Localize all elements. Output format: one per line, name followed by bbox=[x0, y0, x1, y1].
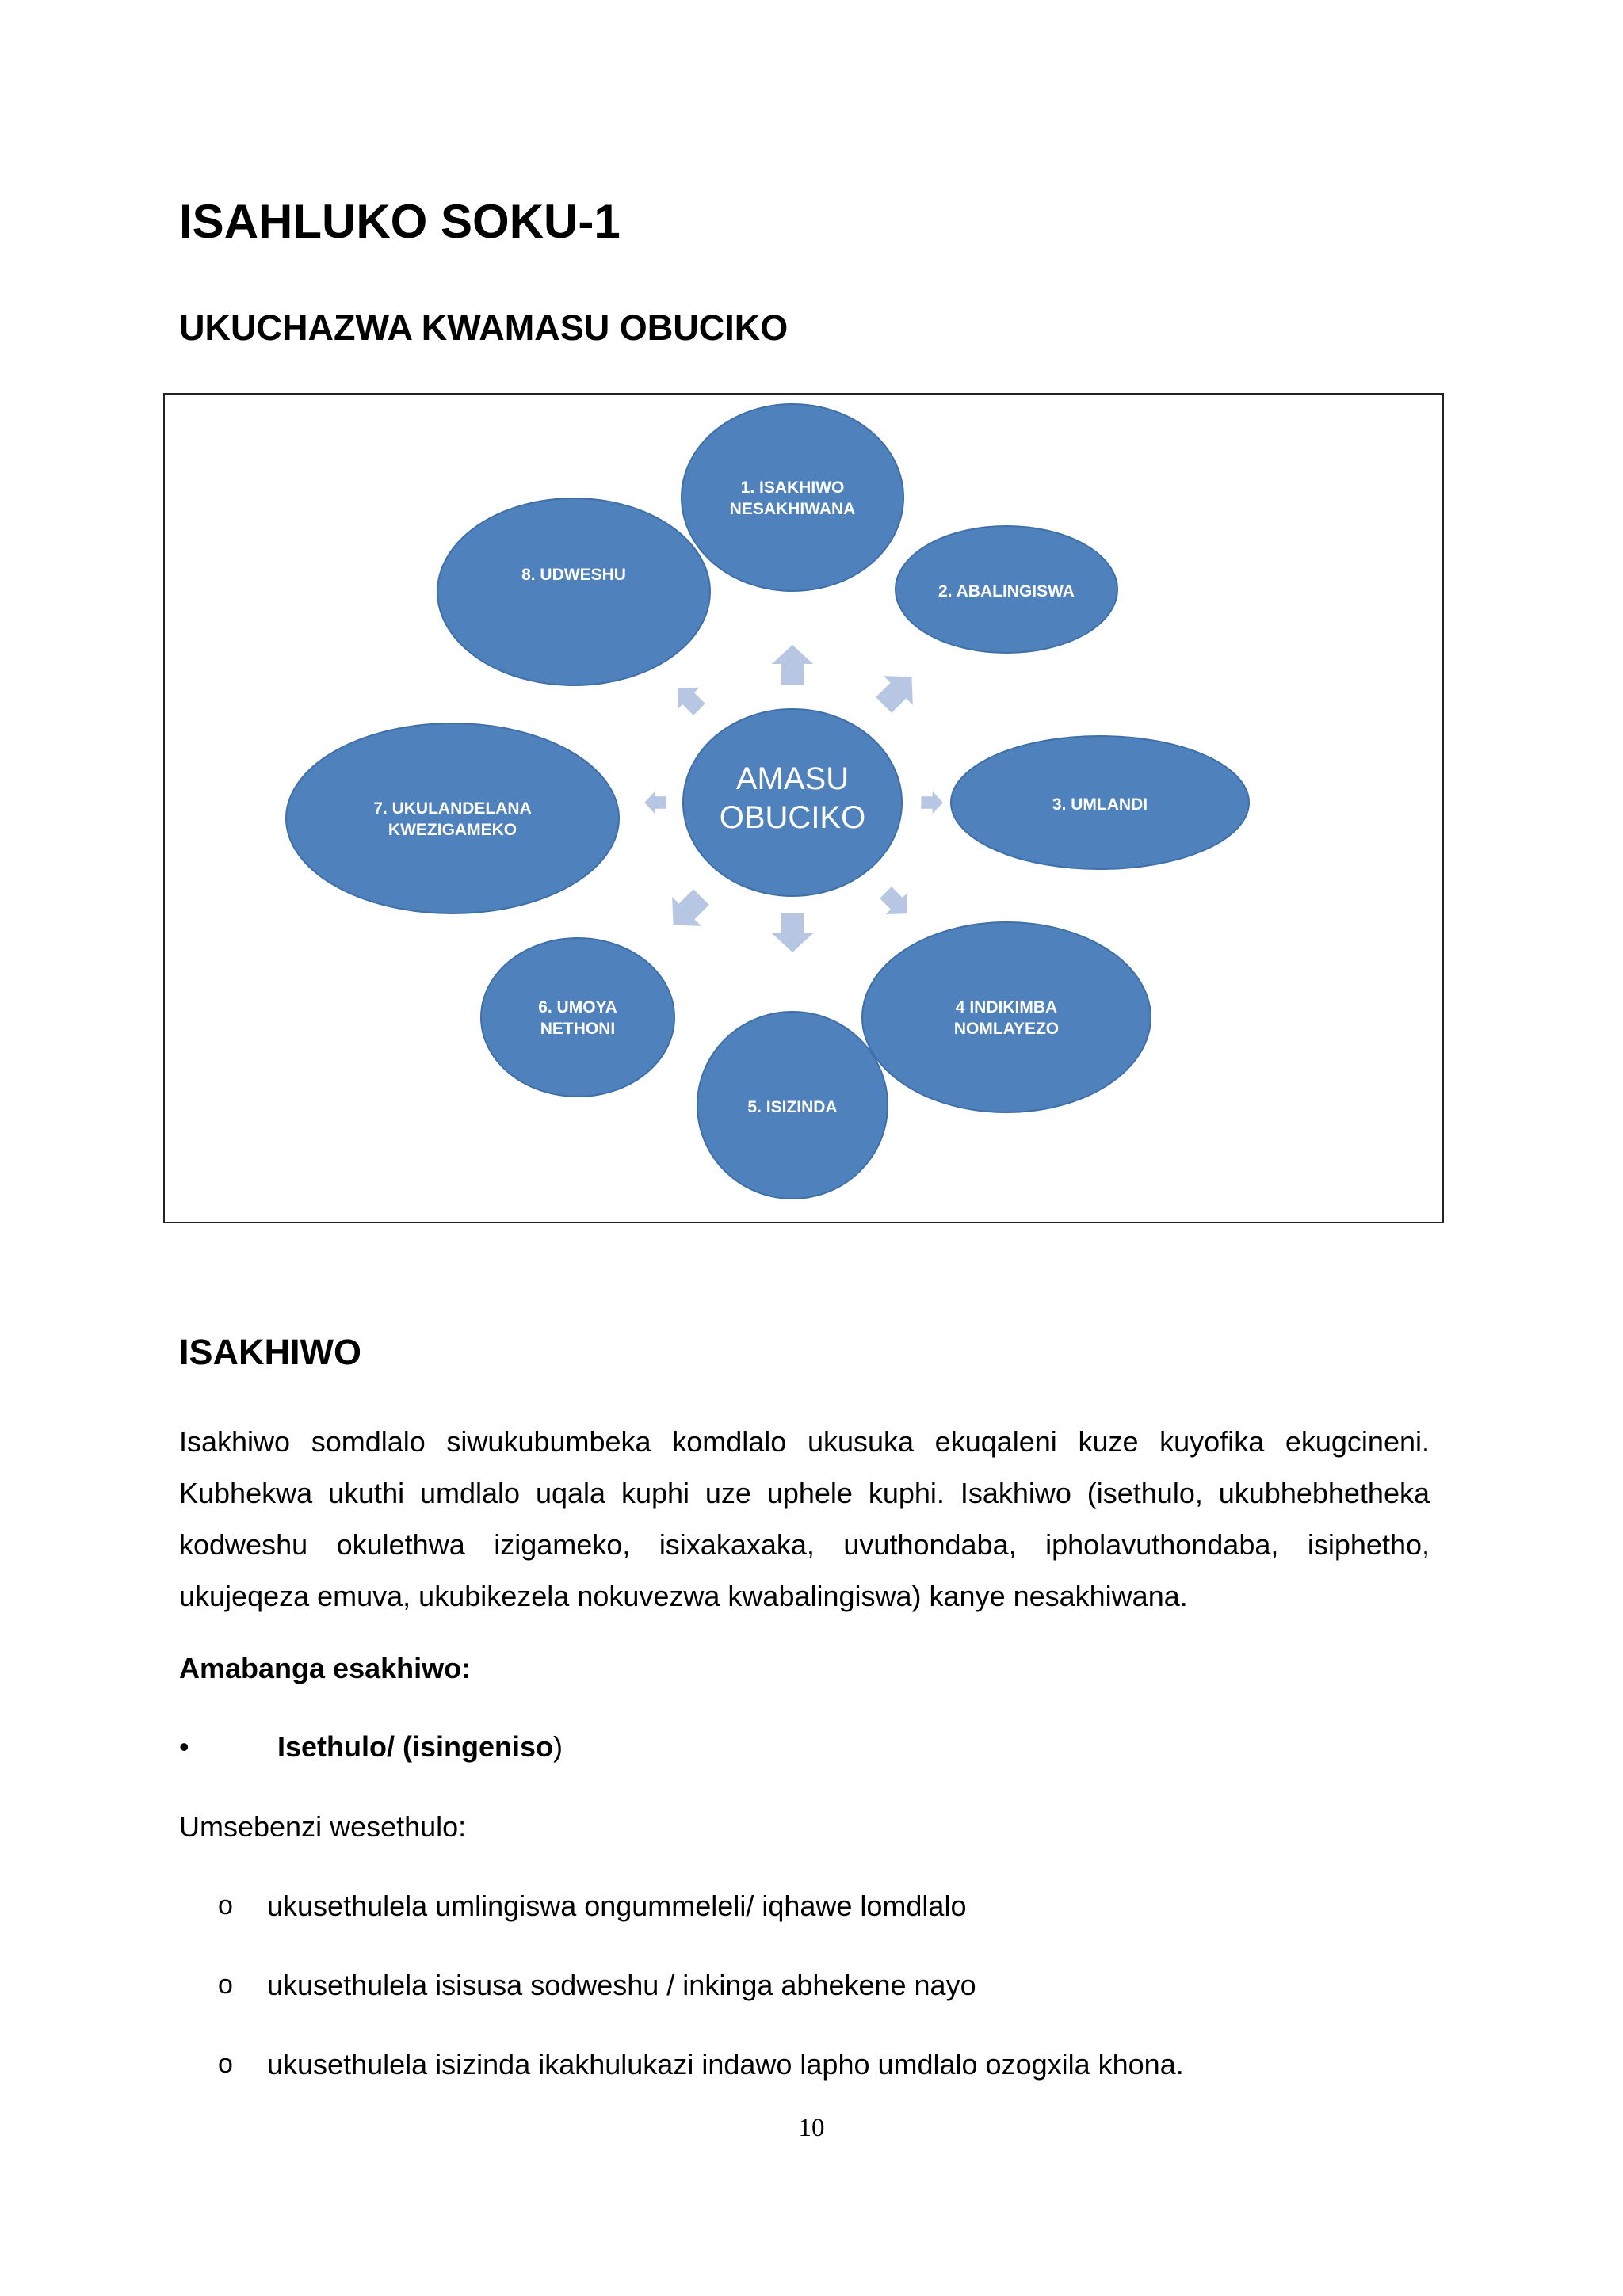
diagram-node-1 bbox=[682, 404, 903, 591]
center-line-2: OBUCIKO bbox=[719, 800, 866, 835]
section-title: UKUCHAZWA KWAMASU OBUCIKO bbox=[179, 307, 789, 348]
list-marker: o bbox=[218, 1970, 233, 2000]
chapter-title: ISAHLUKO SOKU-1 bbox=[179, 195, 621, 248]
diagram-canvas bbox=[165, 395, 1442, 1222]
diagram-node-5 bbox=[697, 1012, 888, 1199]
bullet-item-tail: ) bbox=[553, 1730, 563, 1763]
node-5-line-1: 5. ISIZINDA bbox=[747, 1098, 838, 1116]
list-marker: o bbox=[218, 1890, 233, 1920]
node-6-line-1: 6. UMOYA bbox=[538, 998, 617, 1016]
list-marker: o bbox=[218, 2049, 233, 2079]
list-item-text: ukusethulela isisusa sodweshu / inkinga abhekene nayo bbox=[267, 1969, 976, 2001]
diagram-node-3 bbox=[951, 736, 1249, 869]
page-number: 10 bbox=[798, 2114, 825, 2142]
bullet-marker: • bbox=[179, 1730, 189, 1763]
subsection-title: ISAKHIWO bbox=[179, 1332, 361, 1372]
arrow-down bbox=[772, 913, 813, 952]
list-item-text: ukusethulela umlingiswa ongummeleli/ iqhawe lomdlalo bbox=[267, 1890, 967, 1922]
diagram-node-4 bbox=[862, 922, 1151, 1112]
node-8-line-1: 8. UDWESHU bbox=[521, 566, 626, 584]
diagram-node-8 bbox=[437, 498, 710, 685]
bullet-item bbox=[277, 1730, 563, 1763]
arrow-up-left bbox=[667, 677, 710, 720]
diagram-node-6 bbox=[481, 938, 674, 1097]
literary-devices-diagram bbox=[163, 393, 1444, 1223]
node-7-line-1: 7. UKULANDELANA bbox=[373, 799, 532, 818]
arrow-down-right bbox=[875, 882, 918, 925]
arrow-down-left bbox=[659, 883, 716, 940]
body-paragraph: Isakhiwo somdlalo siwukubumbeka komdlalo ukusuka ekuqaleni kuze kuyofika ekugcineni. Kubhekwa ukuthi umdlalo uqala kuphi uze uphele kuphi. Isakhiwo (isethulo, ukubhebhetheka kodweshu okulethwa izigameko, isixakaxaka, uvuthondaba, ipholavuthondaba, isiphetho, ukujeqeza emuva, ukubikezela nokuvezwa kwabalingiswa) kanye nesakhiwana. bbox=[179, 1425, 1430, 1612]
arrow-up bbox=[772, 645, 813, 685]
node-6-line-2: NETHONI bbox=[540, 1020, 616, 1038]
center-line-1: AMASU bbox=[735, 761, 850, 796]
bullet-item-bold: Isethulo/ (isingeniso bbox=[277, 1730, 554, 1763]
arrow-right bbox=[921, 791, 943, 814]
diagram-node-7 bbox=[286, 723, 619, 913]
diagram-node-2 bbox=[896, 526, 1117, 653]
node-4-line-1: 4 INDIKIMBA bbox=[955, 998, 1058, 1016]
center-node bbox=[683, 709, 902, 896]
arrow-up-right bbox=[869, 662, 926, 719]
node-1-line-2: NESAKHIWANA bbox=[729, 500, 856, 518]
amabanga-heading: Amabanga esakhiwo: bbox=[179, 1652, 472, 1684]
task-title: Umsebenzi wesethulo: bbox=[179, 1810, 467, 1843]
node-3-line-1: 3. UMLANDI bbox=[1052, 795, 1148, 814]
node-2-line-1: 2. ABALINGISWA bbox=[938, 582, 1075, 601]
arrow-left bbox=[644, 791, 666, 814]
node-7-line-2: KWEZIGAMEKO bbox=[388, 821, 517, 839]
node-1-line-1: 1. ISAKHIWO bbox=[740, 479, 845, 497]
node-4-line-2: NOMLAYEZO bbox=[953, 1020, 1060, 1038]
list-item-text: ukusethulela isizinda ikakhulukazi indawo lapho umdlalo ozogxila khona. bbox=[267, 2048, 1184, 2081]
